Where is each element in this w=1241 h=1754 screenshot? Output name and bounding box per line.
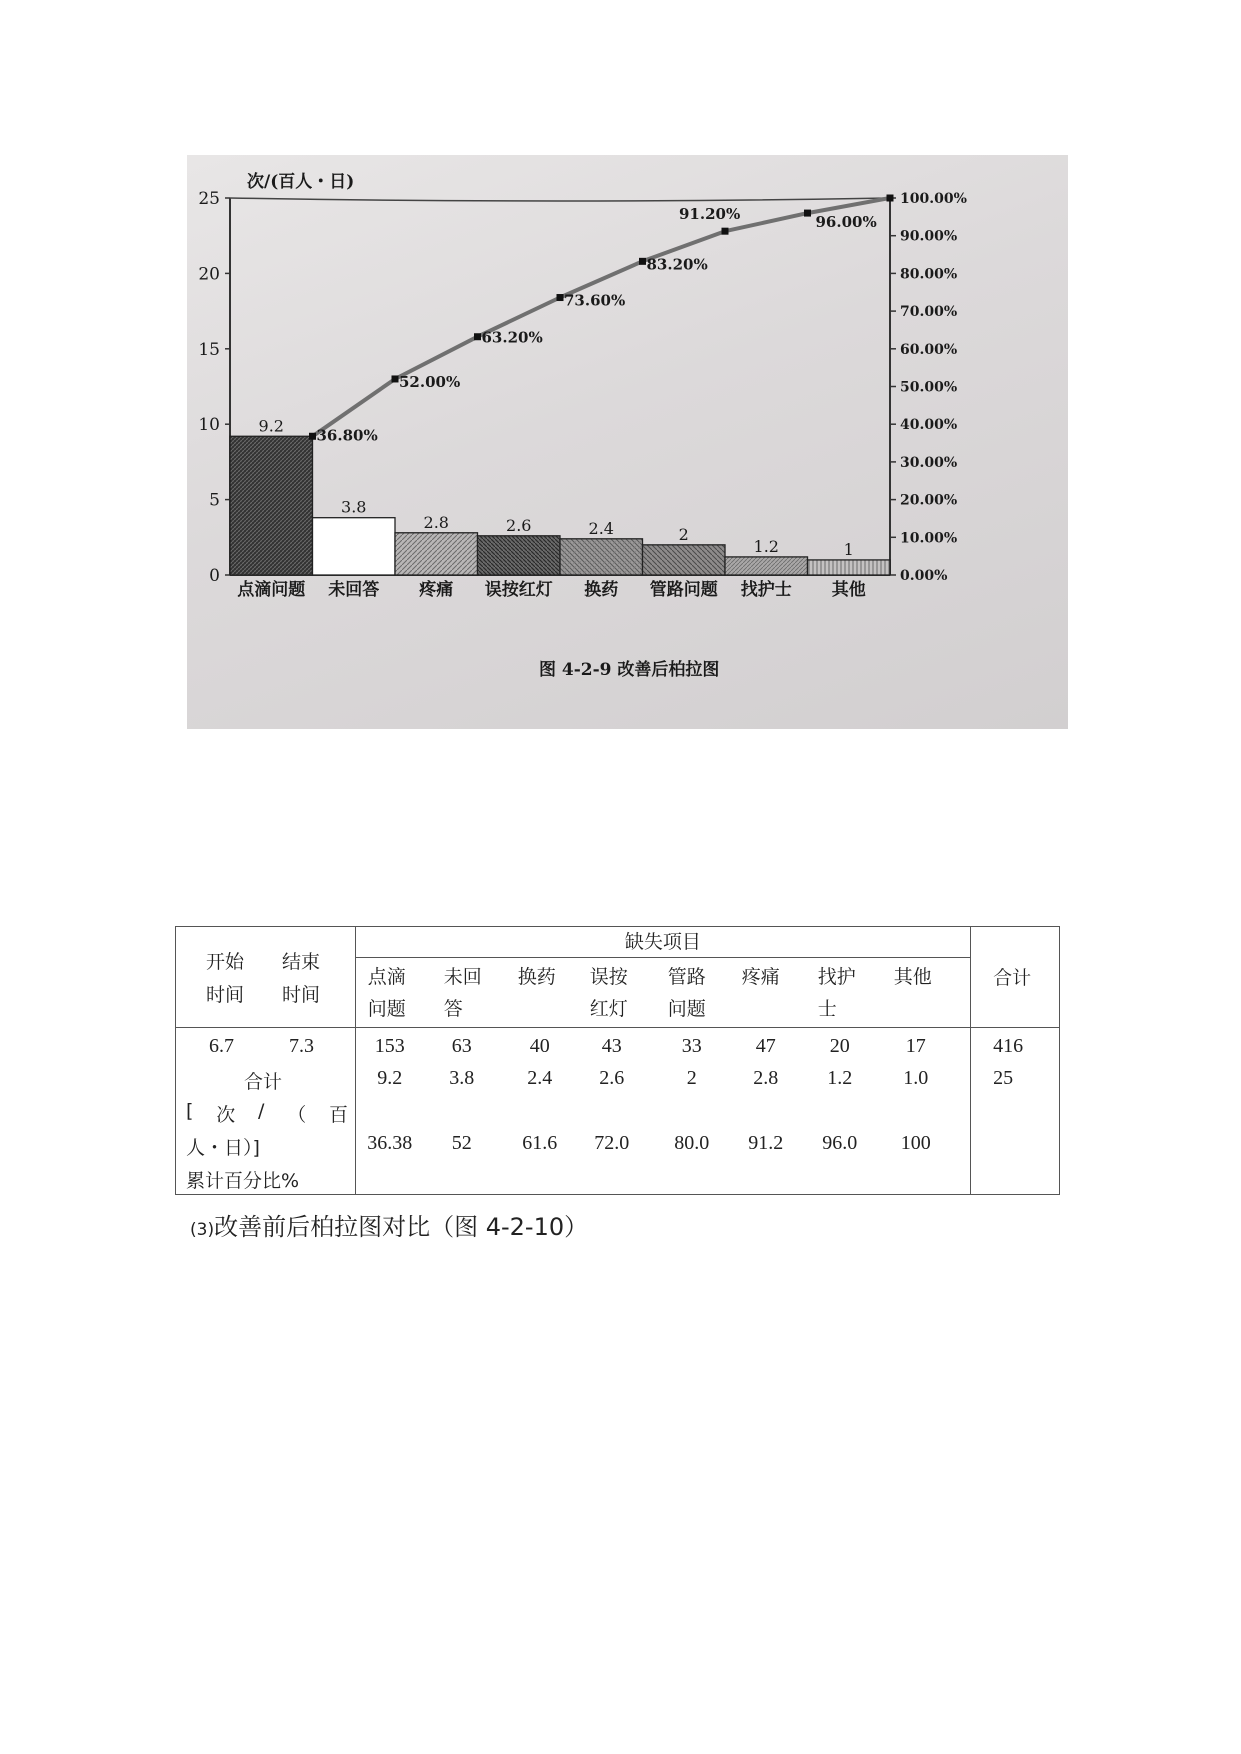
item-header-7-line2: 士 [817, 998, 837, 1021]
cumulative-marker [557, 294, 564, 301]
y2-tick-label: 30.00% [900, 454, 958, 471]
item-header-5-line2: 问题 [667, 998, 706, 1021]
y2-tick-label: 40.00% [900, 417, 958, 434]
y-tick-label: 15 [198, 339, 220, 360]
item-header-2-line1: 未回 [443, 966, 482, 989]
bar-value-label: 2.4 [588, 518, 614, 538]
y2-tick-label: 50.00% [900, 379, 958, 396]
counts-cell-7: 20 [829, 1035, 850, 1057]
section-number: (3) [190, 1220, 215, 1240]
category-label: 误按红灯 [484, 580, 553, 600]
bar-value-label: 9.2 [258, 416, 284, 436]
y2-tick-label: 100.00% [900, 191, 967, 207]
cumulative-label: 63.20% [481, 328, 543, 347]
counts-cell-3: 40 [529, 1035, 550, 1057]
counts-total: 416 [993, 1035, 1024, 1057]
cumulative-marker [804, 210, 811, 217]
cumulative-marker [887, 195, 894, 202]
bar-6 [643, 545, 726, 575]
cumulative-label: 96.00% [815, 213, 877, 232]
rates-cell-1: 9.2 [377, 1067, 403, 1089]
item-header-8-line1: 其他 [893, 966, 932, 989]
counts-cell-5: 33 [681, 1035, 702, 1057]
cumulative-marker [722, 228, 729, 235]
y2-tick-label: 90.00% [900, 228, 958, 245]
category-label: 未回答 [328, 580, 380, 600]
bar-value-label: 1 [843, 539, 854, 559]
pareto-chart-photo [187, 155, 1068, 729]
bar-4 [478, 536, 561, 575]
category-label: 疼痛 [419, 580, 454, 600]
item-header-4-line1: 误按 [589, 966, 628, 989]
cumulative-marker [639, 258, 646, 265]
bar-7 [725, 557, 808, 575]
chart-caption: 图 4-2-9 改善后柏拉图 [539, 660, 720, 680]
y2-tick-label: 70.00% [900, 304, 958, 321]
item-header-1-line2: 问题 [367, 998, 406, 1021]
section-heading [190, 1207, 588, 1242]
rate-label-line4: 累计百分比% [186, 1170, 300, 1192]
bar-5 [560, 539, 643, 575]
item-header-7-line1: 找护 [817, 966, 856, 989]
y-tick-label: 20 [198, 264, 220, 285]
bar-value-label: 2 [678, 524, 689, 544]
counts-cell-6: 47 [755, 1035, 776, 1057]
y2-tick-label: 60.00% [900, 341, 958, 358]
section-title: 改善前后柏拉图对比（图 4-2-10） [214, 1213, 589, 1241]
bar-value-label: 3.8 [341, 497, 367, 517]
end-time-header-2: 时间 [282, 984, 321, 1006]
total-header-cell [971, 927, 1060, 1028]
category-label: 换药 [584, 580, 619, 600]
bar-3 [395, 533, 478, 575]
cumulative-marker [309, 433, 316, 440]
start-time-header-1: 开始 [206, 951, 245, 973]
bar-value-label: 2.6 [506, 515, 532, 535]
defect-data-table [175, 926, 1060, 1195]
cumulative-label: 73.60% [564, 291, 626, 310]
counts-cell-8: 17 [905, 1035, 926, 1057]
item-header-1-line1: 点滴 [367, 966, 406, 989]
category-label: 管路问题 [649, 580, 718, 600]
cumulative-cell-5: 80.0 [674, 1132, 710, 1154]
bar-value-label: 1.2 [753, 536, 779, 556]
y-axis-title: 次/(百人・日) [247, 172, 355, 192]
total-header-label: 合计 [993, 967, 1032, 989]
cumulative-label: 52.00% [399, 372, 461, 391]
rates-cell-8: 1.0 [903, 1067, 929, 1089]
end-time-header-1: 结束 [282, 951, 321, 973]
missing-items-label: 缺失项目 [624, 931, 701, 953]
cumulative-cell-3: 61.6 [522, 1132, 558, 1154]
y-tick-label: 5 [209, 490, 220, 511]
category-label: 点滴问题 [237, 580, 306, 600]
pareto-chart [187, 155, 1068, 729]
rates-total: 25 [993, 1067, 1014, 1089]
rates-cell-4: 2.6 [599, 1067, 625, 1089]
counts-cell-4: 43 [601, 1035, 622, 1057]
item-headers-cell [355, 958, 970, 1028]
rates-cell-6: 2.8 [753, 1067, 779, 1089]
cumulative-label: 83.20% [646, 255, 708, 274]
item-header-6-line1: 疼痛 [741, 966, 780, 989]
y-tick-label: 0 [209, 566, 220, 586]
item-header-2-line2: 答 [443, 998, 463, 1021]
counts-cell-1: 153 [374, 1035, 405, 1057]
category-label: 其他 [831, 580, 866, 600]
cumulative-label: 36.80% [316, 426, 378, 445]
y2-tick-label: 80.00% [900, 266, 958, 283]
item-header-3-line1: 换药 [517, 966, 556, 989]
rate-label-line1: 合计 [244, 1071, 283, 1093]
start-time-value: 6.7 [209, 1035, 234, 1057]
item-header-4-line2: 红灯 [589, 998, 628, 1021]
item-header-5-line1: 管路 [667, 966, 706, 989]
bar-2 [313, 518, 396, 575]
rates-cell-7: 1.2 [827, 1067, 853, 1089]
bar-1 [230, 436, 313, 575]
rates-cell-2: 3.8 [449, 1067, 475, 1089]
category-label: 找护士 [740, 580, 792, 600]
counts-cell-2: 63 [451, 1035, 472, 1057]
cumulative-label: 91.20% [679, 205, 741, 224]
row-labels-cell [176, 1028, 356, 1195]
end-time-value: 7.3 [289, 1035, 314, 1057]
cumulative-marker [474, 333, 481, 340]
rates-cell-5: 2 [686, 1067, 697, 1089]
cumulative-cell-8: 100 [900, 1132, 931, 1154]
bar-8 [808, 560, 891, 575]
top-border-line [230, 198, 890, 201]
cumulative-cell-4: 72.0 [594, 1132, 630, 1154]
start-time-header-2: 时间 [206, 984, 245, 1006]
bar-value-label: 2.8 [423, 512, 449, 532]
cumulative-marker [392, 375, 399, 382]
y2-tick-label: 20.00% [900, 492, 958, 509]
y-tick-label: 25 [198, 189, 220, 209]
cumulative-cell-6: 91.2 [748, 1132, 784, 1154]
rate-label-line3: 人・日）] [186, 1137, 260, 1159]
y-tick-label: 10 [198, 415, 220, 436]
values-cell [355, 1028, 970, 1195]
y2-tick-label: 0.00% [900, 568, 948, 584]
cumulative-cell-7: 96.0 [822, 1132, 858, 1154]
cumulative-cell-1: 36.38 [367, 1132, 413, 1154]
y2-tick-label: 10.00% [900, 530, 958, 547]
rate-label-line2: [ 次 / （ 百 [186, 1100, 348, 1126]
cumulative-line [313, 198, 891, 436]
rates-cell-3: 2.4 [527, 1067, 553, 1089]
missing-items-header [355, 927, 970, 958]
cumulative-cell-2: 52 [451, 1132, 472, 1154]
time-header-cell [176, 927, 356, 1028]
totals-cell [971, 1028, 1060, 1195]
